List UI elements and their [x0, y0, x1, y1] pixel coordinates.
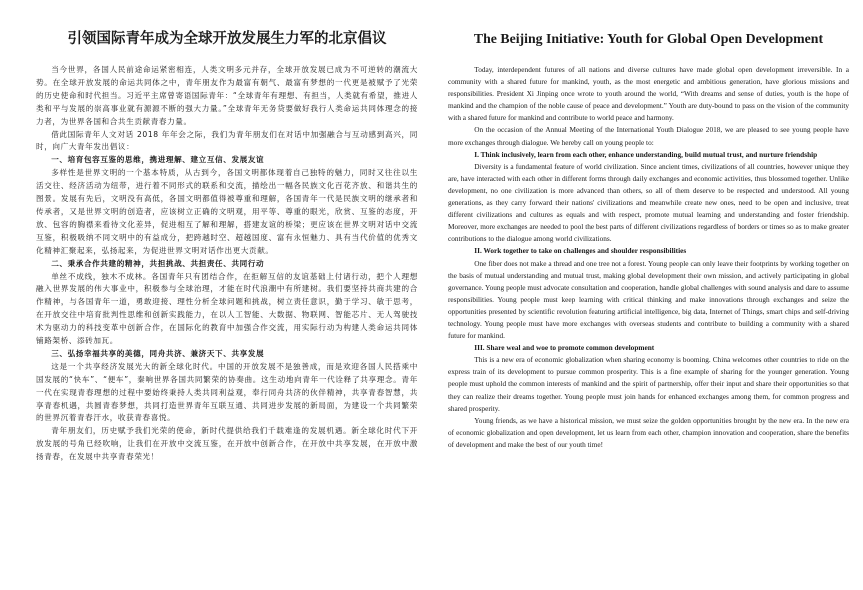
english-paragraph-5: This is a new era of economic globalization when sharing economy is booming. China welcomes other countries to ride on the express train of its development to pursue common prosperity. This is a fine example of sharing for the younger generation. Young people must uphold the common interests of mankind and the spirit of partnership, offer their input and share their opportunities so that they can realize their dreams together. Young people must join hands for enhanced exchanges among them, for common progress and shared prosperity. — [448, 355, 849, 413]
english-heading-3: III. Share weal and woe to promote common development — [474, 343, 655, 353]
english-column — [432, 0, 863, 590]
english-paragraph-2: On the occasion of the Annual Meeting of the International Youth Dialogue 2018, we are pleased to see young people have more exchanges through dialogue. We hereby call on young people to: — [448, 125, 849, 147]
chinese-title: 引领国际青年成为全球开放发展生力军的北京倡议 — [67, 31, 387, 47]
chinese-paragraph-1: 当今世界，各国人民前途命运紧密相连，人类文明多元并存，全球开放发展已成为不可逆转的潮流大势。在全球开放发展的命运共同体之中，青年朋友作为最富有朝气、最富有梦想的一代更是被赋予了光荣的历史使命和时代担当。习近平主席曾寄语国际青年：“全球青年有理想、有担当，人类就有希望，推进人类和平与发展的崇高事业就有源源不断的强大力量。”全球青年无务贷要做好我行人类命运共同体理念的接力者，为世界各国和合共生贡献青春力量。 — [36, 65, 418, 126]
english-paragraph-6: Young friends, as we have a historical mission, we must seize the golden opportunities brought by the new era. In the new era of economic globalization and open development, let us learn from each other, champion innovation and cooperation, share the benefits of development and make the best of our youth time! — [448, 415, 849, 449]
chinese-heading-1: 一、培育包容互鉴的思维，携进理解、建立互信、发展友谊 — [51, 155, 265, 165]
english-paragraph-4: One fiber does not make a thread and one tree not a forest. Young people can only leave their footprints by working together on the basis of mutual understanding and mutual trust, making global development their own mission, and actively participating in global governance. Young people must advocate consultation and cooperation, handle global challenges with sound analysis and dare to assume responsibilities. Young people must keep learning with critical thinking and make innovations through exchanges and seize the opportunities presented by scientific revolution featuring artificial intelligence, big data, Internet of Things, smart chips and self-driving technology. Young people must have more exchanges with overseas students and contribute to building a community with a shared future for mankind. — [448, 258, 849, 341]
english-paragraph-1: Today, interdependent futures of all nations and diverse cultures have made global open development irreversible. In a community with a shared future for mankind, youth, as the most energetic and ambitious generation, have glorious missions and responsibilities. President Xi Jinping once wrote to youth around the world, “With dreams and sense of duties, youth is the hope of mankind and the champion of the noble cause of peace and development.” Youth are duty-bound to pass on the vision of the community with a shared future for mankind and contribute to world peace and harmony. — [448, 65, 849, 123]
chinese-paragraph-3: 多样性是世界文明的一个基本特质，从古到今，各国文明都体现着自己独特的魅力，同时又往往以生活交往、经济活动为纽带，进行着不同形式的联系和交流，描绘出一幅各民族文化百花齐放、和谐共生的图景。发展有先后，文明没有高低，各国文明都值得被尊重和理解，各国青年一代是民族文明的继承者和传承者，又是世界文明的创造者，应该树立正确的文明观，用平等、尊重的眼光，欣赏、互鉴的态度，开放、包容的胸襟来看待文化差异，促进相互了解和理解，搭建友谊的桥梁；更应该在世界文明对话中交流互鉴，积极吸纳不同文明中的有益成分，把跨越时空、超越国度、富有永恒魅力、具有当代价值的优秀文化精神汇聚起来，弘扬起来，为促进世界文明对话作出更大贡献。 — [36, 168, 418, 255]
english-heading-1: I. Think inclusively, learn from each other, enhance understanding, build mutual trust, and nurture friendship — [474, 149, 818, 159]
chinese-heading-2: 二、秉承合作共建的精神，共担挑战、共担责任、共同行动 — [51, 258, 265, 268]
chinese-paragraph-2: 借此国际青年人文对话 2018 年年会之际，我们为青年朋友们在对话中加强融合与互动感到高兴，同时，向广大青年发出倡议： — [36, 129, 418, 152]
english-heading-2: II. Work together to take on challenges and shoulder responsibilities — [474, 246, 687, 256]
chinese-paragraph-5: 这是一个共享经济发展光大的新全球化时代。中国的开放发展不是独善成，而是欢迎各国人民搭乘中国发展的“快车”、“便车”，秦响世界各国共同繁荣的协奏曲。这生动地向青年一代诠释了共享理念。青年一代在实现青春理想的过程中要始终秉持人类共同利益观，奉行同舟共济的伙伴精神，共享青春智慧，共享青春机遇，共圆青春梦想，共同打造世界青年互联互通、共同进步发展的新局面，为建设一个共同繁荣的世界沉着青春汗水，收获青春喜悦。 — [36, 361, 418, 423]
chinese-paragraph-4: 单丝不成线，独木不成林。各国青年只有团结合作，在拒解互信的友谊基础上付诸行动，把个人理想融入世界发展的伟大事业中，积极参与全球治理，才能在时代浪潮中有所建树。我们要坚持共商共建的合作精神，与各国青年一道，勇敢迎接、理性分析全球问题和挑战，树立责任意识，勤于学习、敏于思考，在开放交往中培育批判性思维和创新实践能力，在以人工智能、大数据、物联网、智能芯片、无人驾驶技术为驱动力的科技变革中创新合作，在国际化的教育中加强合作交流，用实际行动为构建人类命运共同体铺路架桥、添砖加瓦。 — [36, 271, 418, 346]
chinese-paragraph-6: 青年朋友们，历史赋予我们光荣的使命，新时代提供给我们千载难逢的发展机遇。新全球化时代下开放发展的号角已经吹响，让我们在开放中交流互鉴，在开放中创新合作，在开放中共享发展，在开放中激扬青春，在发展中共享青春荣光！ — [36, 426, 418, 462]
english-paragraph-3: Diversity is a fundamental feature of world civilization. Since ancient times, civilizations of all countries, however unique they are, have interacted with each other in different forms through daily exchanges and economic activities, thus blossomed together. Unlike development, no one civilization is more advanced than others, so all of them deserve to be respected and understood. All young generations, as they carry forward their nations' civilizations and meanwhile create new ones, need to be open and inclusive, treat different civilizations and cultures as equals and with respect, promote mutual learning and understanding and foster friendship. Moreover, more exchanges are needed to pool the best parts of different civilizations regardless of borders or times so as to make greater contributions to the dialogue among world civilizations. — [448, 161, 849, 244]
english-title: The Beijing Initiative: Youth for Global Open Development — [473, 31, 824, 46]
chinese-heading-3: 三、弘扬幸福共享的美德，同舟共济、兼济天下、共享发展 — [51, 348, 265, 358]
